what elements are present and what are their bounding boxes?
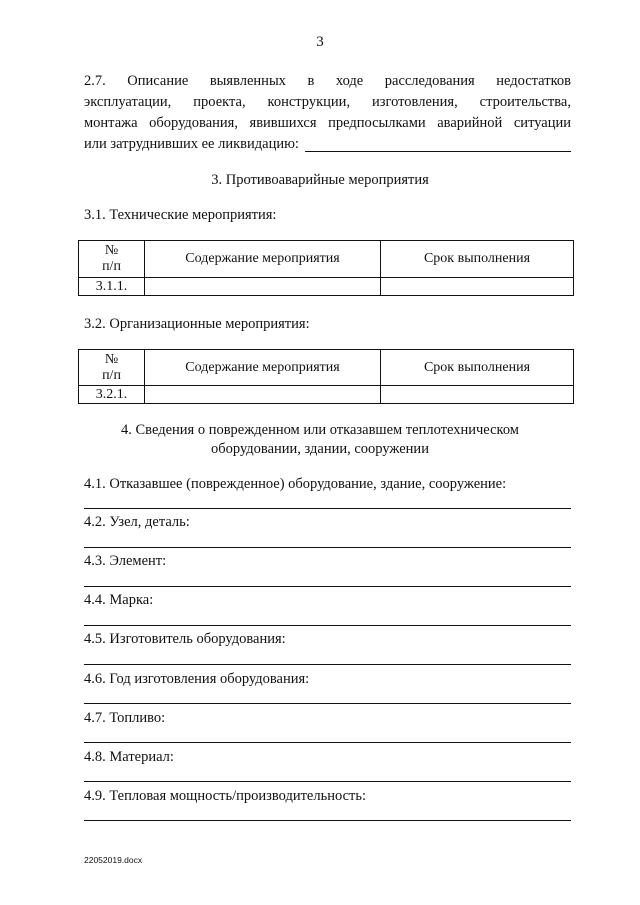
section-2-7-line-3: монтажа оборудования, явившихся предпосылками аварийной ситуации [84, 115, 571, 131]
table-row [79, 278, 574, 296]
table-header-row [79, 350, 574, 386]
field-line-4-3[interactable] [84, 586, 571, 587]
field-label-4-7: 4.7. Топливо: [84, 710, 166, 726]
organizational-measures-table [78, 349, 574, 404]
header-deadline: Срок выполнения [381, 241, 574, 278]
table-row [79, 386, 574, 404]
field-line-4-7[interactable] [84, 742, 571, 743]
field-label-4-5: 4.5. Изготовитель оборудования: [84, 631, 286, 647]
table-header-row [79, 241, 574, 278]
section-4-title-line-2: оборудовании, здании, сооружении [211, 441, 429, 457]
row-number: 3.2.1. [79, 386, 145, 404]
section-3-2-title: 3.2. Организационные мероприятия: [84, 316, 310, 332]
field-label-4-2: 4.2. Узел, деталь: [84, 514, 190, 530]
header-number: № п/п [79, 241, 145, 278]
row-content[interactable] [145, 386, 381, 404]
section-2-7-blank-line [305, 151, 571, 152]
field-label-4-6: 4.6. Год изготовления оборудования: [84, 671, 310, 687]
header-content: Содержание мероприятия [145, 241, 381, 278]
field-line-4-2[interactable] [84, 547, 571, 548]
header-deadline: Срок выполнения [381, 350, 574, 386]
field-label-4-1: 4.1. Отказавшее (поврежденное) оборудование, здание, сооружение: [84, 476, 507, 492]
field-label-4-3: 4.3. Элемент: [84, 553, 167, 569]
field-line-4-9[interactable] [84, 820, 571, 821]
section-2-7-last-line-text: или затруднивших ее ликвидацию: [84, 136, 299, 152]
section-2-7-last-line [84, 134, 571, 155]
footer-filename: 22052019.docx [84, 855, 143, 865]
field-label-4-4: 4.4. Марка: [84, 592, 154, 608]
section-2-7-paragraph [84, 71, 571, 155]
field-line-4-4[interactable] [84, 625, 571, 626]
field-line-4-8[interactable] [84, 781, 571, 782]
header-content: Содержание мероприятия [145, 350, 381, 386]
row-deadline[interactable] [381, 386, 574, 404]
row-content[interactable] [145, 278, 381, 296]
section-3-title: 3. Противоаварийные мероприятия [211, 172, 429, 188]
field-line-4-5[interactable] [84, 664, 571, 665]
field-line-4-6[interactable] [84, 703, 571, 704]
section-2-7-line-1: 2.7. Описание выявленных в ходе расследования недостатков [84, 73, 571, 89]
row-number: 3.1.1. [79, 278, 145, 296]
section-4-title-line-1: 4. Сведения о поврежденном или отказавшем теплотехническом [121, 422, 519, 438]
row-deadline[interactable] [381, 278, 574, 296]
section-3-1-title: 3.1. Технические мероприятия: [84, 207, 277, 223]
field-line-4-1[interactable] [84, 508, 571, 509]
page-number: 3 [316, 34, 324, 50]
header-number: № п/п [79, 350, 145, 386]
field-label-4-9: 4.9. Тепловая мощность/производительность: [84, 788, 366, 804]
technical-measures-table [78, 240, 574, 296]
section-2-7-line-2: эксплуатации, проекта, конструкции, изготовления, строительства, [84, 94, 571, 110]
section-4-title [0, 421, 640, 459]
field-label-4-8: 4.8. Материал: [84, 749, 174, 765]
